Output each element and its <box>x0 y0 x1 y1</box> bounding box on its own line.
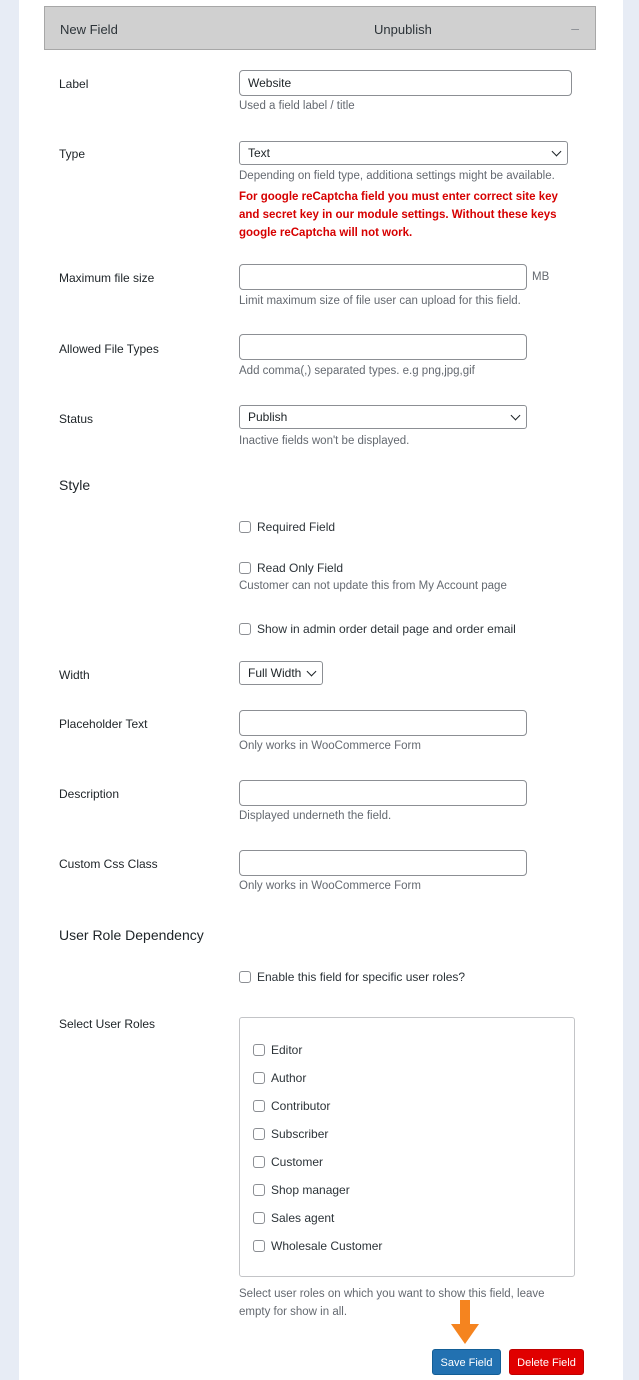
collapse-icon[interactable]: – <box>571 20 579 36</box>
enable-roles-checkbox[interactable] <box>239 971 251 983</box>
description-label: Description <box>59 787 120 801</box>
role-label: Subscriber <box>271 1127 329 1141</box>
role-checkbox[interactable] <box>253 1044 265 1056</box>
max-file-size-label: Maximum file size <box>59 271 155 285</box>
required-checkbox[interactable] <box>239 521 251 533</box>
readonly-help: Customer can not update this from My Account page <box>239 580 507 592</box>
readonly-checkbox[interactable] <box>239 562 251 574</box>
recaptcha-warning: For google reCaptcha field you must enter correct site key and secret key in our module settings. Without these keys google reCaptcha will not work. <box>239 191 558 239</box>
max-file-size-help: Limit maximum size of file user can upload for this field. <box>239 295 521 307</box>
show-admin-checkbox[interactable] <box>239 623 251 635</box>
select-roles-label: Select User Roles <box>59 1017 156 1031</box>
role-label: Contributor <box>271 1099 331 1113</box>
status-label: Status <box>59 412 94 426</box>
role-checkbox[interactable] <box>253 1156 265 1168</box>
chevron-down-icon <box>552 147 562 157</box>
role-item[interactable] <box>253 1239 382 1253</box>
width-select-value: Full Width <box>248 666 302 680</box>
role-checkbox[interactable] <box>253 1212 265 1224</box>
type-field-label: Type <box>59 147 86 161</box>
max-file-size-input[interactable] <box>239 264 527 290</box>
role-checkbox[interactable] <box>253 1184 265 1196</box>
style-heading: Style <box>59 477 91 493</box>
role-item[interactable] <box>253 1211 334 1225</box>
enable-roles-option[interactable] <box>239 970 465 984</box>
placeholder-help: Only works in WooCommerce Form <box>239 740 421 752</box>
label-help: Used a field label / title <box>239 100 355 112</box>
status-select-value: Publish <box>248 410 288 424</box>
status-help: Inactive fields won't be displayed. <box>239 435 410 447</box>
field-title: New Field <box>60 22 118 37</box>
status-select[interactable] <box>239 405 527 429</box>
role-item[interactable] <box>253 1043 302 1057</box>
role-item[interactable] <box>253 1099 330 1113</box>
label-input[interactable]: Website <box>239 70 572 96</box>
role-label: Sales agent <box>271 1211 335 1225</box>
description-input[interactable] <box>239 780 527 806</box>
css-class-help: Only works in WooCommerce Form <box>239 880 421 892</box>
annotation-arrow-icon <box>451 1300 479 1346</box>
type-select[interactable] <box>239 141 568 165</box>
allowed-types-input[interactable] <box>239 334 527 360</box>
required-label: Required Field <box>257 520 336 534</box>
roles-list <box>239 1017 575 1277</box>
role-checkbox[interactable] <box>253 1072 265 1084</box>
css-class-label: Custom Css Class <box>59 857 158 871</box>
css-class-input[interactable] <box>239 850 527 876</box>
roles-help-line1: Select user roles on which you want to show this field, leave <box>239 1288 545 1300</box>
role-item[interactable] <box>253 1155 323 1169</box>
readonly-label: Read Only Field <box>257 561 344 575</box>
width-select[interactable] <box>239 661 323 685</box>
max-file-size-unit: MB <box>532 271 550 283</box>
show-admin-option[interactable] <box>239 622 516 636</box>
save-field-button[interactable]: Save Field <box>432 1349 501 1375</box>
allowed-types-help: Add comma(,) separated types. e.g png,jpg,gif <box>239 365 475 377</box>
role-label: Editor <box>271 1043 303 1057</box>
enable-roles-label: Enable this field for specific user roles? <box>257 970 466 984</box>
role-label: Customer <box>271 1155 324 1169</box>
role-item[interactable] <box>253 1071 306 1085</box>
user-role-heading: User Role Dependency <box>59 927 204 943</box>
placeholder-label: Placeholder Text <box>59 717 148 731</box>
placeholder-input[interactable] <box>239 710 527 736</box>
chevron-down-icon <box>307 667 317 677</box>
role-label: Shop manager <box>271 1183 350 1197</box>
delete-field-button[interactable]: Delete Field <box>509 1349 584 1375</box>
role-checkbox[interactable] <box>253 1128 265 1140</box>
label-field-label: Label <box>59 77 89 91</box>
role-checkbox[interactable] <box>253 1100 265 1112</box>
required-field-option[interactable] <box>239 520 335 534</box>
roles-help-line2: empty for show in all. <box>239 1306 348 1318</box>
allowed-types-label: Allowed File Types <box>59 342 159 356</box>
role-label: Wholesale Customer <box>271 1239 383 1253</box>
chevron-down-icon <box>511 411 521 421</box>
role-label: Author <box>271 1071 307 1085</box>
role-checkbox[interactable] <box>253 1240 265 1252</box>
description-help: Displayed underneth the field. <box>239 810 392 822</box>
width-label: Width <box>59 668 90 682</box>
type-select-value: Text <box>248 146 271 160</box>
readonly-field-option[interactable] <box>239 561 343 575</box>
role-item[interactable] <box>253 1183 350 1197</box>
field-header[interactable] <box>44 6 596 50</box>
show-admin-label: Show in admin order detail page and order email <box>257 622 516 636</box>
role-item[interactable] <box>253 1127 328 1141</box>
unpublish-link[interactable]: Unpublish <box>374 22 432 37</box>
type-help: Depending on field type, additiona settings might be available. <box>239 170 555 182</box>
